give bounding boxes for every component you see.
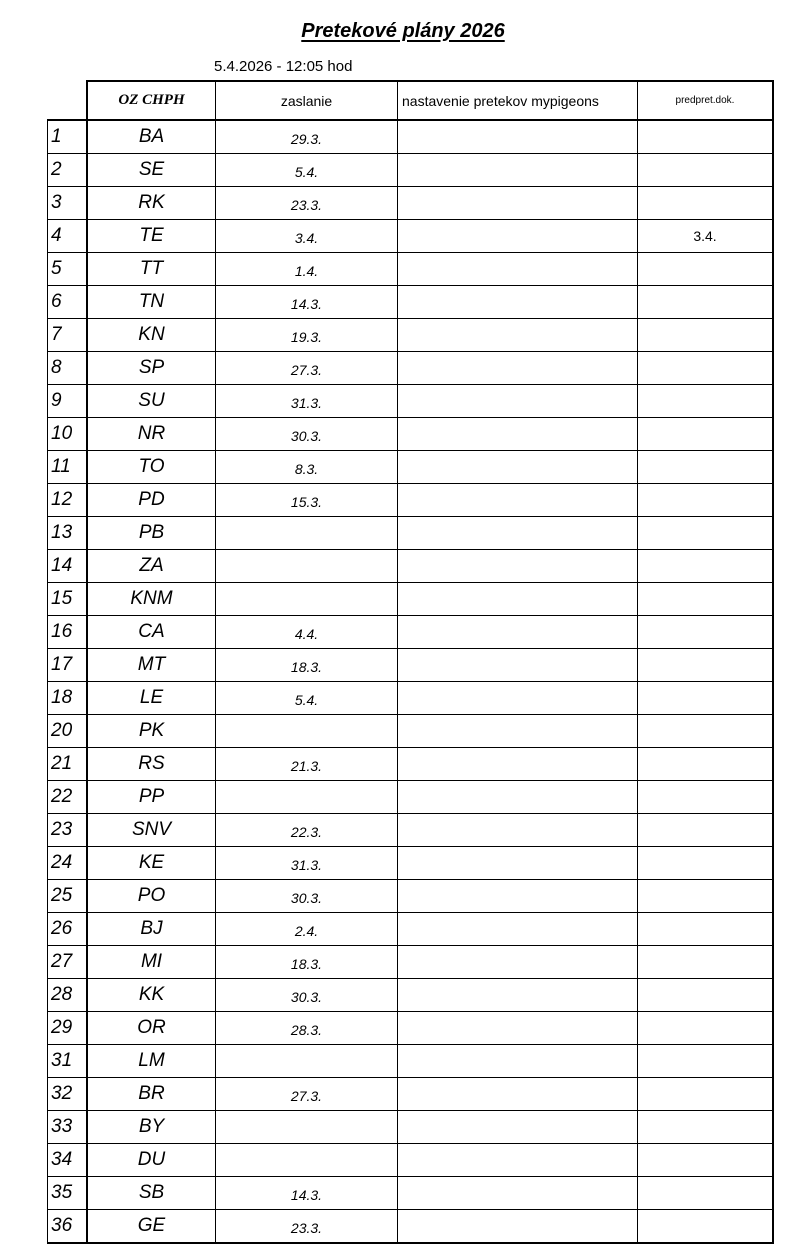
oz-code-cell: TE <box>87 220 216 253</box>
zaslanie-date-cell: 23.3. <box>216 1210 398 1244</box>
table-row <box>48 1111 774 1144</box>
zaslanie-date-cell: 27.3. <box>216 352 398 385</box>
oz-code-cell: BA <box>87 120 216 154</box>
table-row <box>48 715 774 748</box>
oz-code-cell: PK <box>87 715 216 748</box>
table-row <box>48 120 774 154</box>
row-number-cell: 15 <box>48 583 88 616</box>
zaslanie-date-cell: 19.3. <box>216 319 398 352</box>
zaslanie-date-cell: 23.3. <box>216 187 398 220</box>
oz-code-cell: BJ <box>87 913 216 946</box>
predpret-cell <box>638 748 774 781</box>
table-row <box>48 484 774 517</box>
oz-code-cell: MI <box>87 946 216 979</box>
nastavenie-cell <box>398 220 638 253</box>
oz-code-cell: TT <box>87 253 216 286</box>
nastavenie-cell <box>398 517 638 550</box>
zaslanie-date-cell: 27.3. <box>216 1078 398 1111</box>
zaslanie-date-cell: 8.3. <box>216 451 398 484</box>
nastavenie-cell <box>398 1078 638 1111</box>
oz-code-cell: PO <box>87 880 216 913</box>
oz-code-cell: PP <box>87 781 216 814</box>
zaslanie-date-cell: 1.4. <box>216 253 398 286</box>
nastavenie-cell <box>398 649 638 682</box>
oz-code-cell: SU <box>87 385 216 418</box>
oz-code-cell: MT <box>87 649 216 682</box>
row-number-cell: 24 <box>48 847 88 880</box>
predpret-cell <box>638 319 774 352</box>
zaslanie-date-cell: 31.3. <box>216 847 398 880</box>
row-number-cell: 17 <box>48 649 88 682</box>
zaslanie-date-cell: 30.3. <box>216 418 398 451</box>
table-row <box>48 682 774 715</box>
nastavenie-cell <box>398 583 638 616</box>
predpret-cell <box>638 616 774 649</box>
oz-code-cell: CA <box>87 616 216 649</box>
nastavenie-cell <box>398 1210 638 1244</box>
predpret-cell <box>638 979 774 1012</box>
row-number-cell: 12 <box>48 484 88 517</box>
table-row <box>48 1144 774 1177</box>
zaslanie-date-cell: 5.4. <box>216 154 398 187</box>
oz-code-cell: SE <box>87 154 216 187</box>
zaslanie-date-cell <box>216 583 398 616</box>
row-number-cell: 6 <box>48 286 88 319</box>
zaslanie-date-cell <box>216 517 398 550</box>
table-header-row <box>48 81 774 120</box>
nastavenie-cell <box>398 715 638 748</box>
column-header-predpret: predpret.dok. <box>638 81 774 120</box>
predpret-cell <box>638 649 774 682</box>
zaslanie-date-cell: 15.3. <box>216 484 398 517</box>
oz-code-cell: KNM <box>87 583 216 616</box>
zaslanie-date-cell: 30.3. <box>216 979 398 1012</box>
column-header-nastavenie: nastavenie pretekov mypigeons <box>398 81 638 120</box>
predpret-cell <box>638 1111 774 1144</box>
table-row <box>48 814 774 847</box>
zaslanie-date-cell: 5.4. <box>216 682 398 715</box>
nastavenie-cell <box>398 616 638 649</box>
predpret-cell <box>638 418 774 451</box>
oz-code-cell: SB <box>87 1177 216 1210</box>
predpret-cell <box>638 187 774 220</box>
table-row <box>48 880 774 913</box>
oz-code-cell: NR <box>87 418 216 451</box>
nastavenie-cell <box>398 484 638 517</box>
nastavenie-cell <box>398 1012 638 1045</box>
table-row <box>48 583 774 616</box>
oz-code-cell: RK <box>87 187 216 220</box>
predpret-cell <box>638 1144 774 1177</box>
zaslanie-date-cell: 14.3. <box>216 286 398 319</box>
oz-code-cell: PD <box>87 484 216 517</box>
zaslanie-date-cell: 18.3. <box>216 649 398 682</box>
oz-code-cell: BR <box>87 1078 216 1111</box>
table-row <box>48 154 774 187</box>
table-row <box>48 748 774 781</box>
zaslanie-date-cell: 30.3. <box>216 880 398 913</box>
column-header-zaslanie: zaslanie <box>216 81 398 120</box>
predpret-cell <box>638 352 774 385</box>
table-row <box>48 286 774 319</box>
row-number-cell: 11 <box>48 451 88 484</box>
oz-code-cell: GE <box>87 1210 216 1244</box>
zaslanie-date-cell: 28.3. <box>216 1012 398 1045</box>
oz-code-cell: LM <box>87 1045 216 1078</box>
column-header-oz: OZ CHPH <box>87 81 216 120</box>
zaslanie-date-cell: 22.3. <box>216 814 398 847</box>
oz-code-cell: SNV <box>87 814 216 847</box>
oz-code-cell: PB <box>87 517 216 550</box>
table-row <box>48 946 774 979</box>
nastavenie-cell <box>398 682 638 715</box>
row-number-cell: 8 <box>48 352 88 385</box>
row-number-cell: 4 <box>48 220 88 253</box>
zaslanie-date-cell: 14.3. <box>216 1177 398 1210</box>
oz-code-cell: SP <box>87 352 216 385</box>
oz-code-cell: ZA <box>87 550 216 583</box>
nastavenie-cell <box>398 748 638 781</box>
oz-code-cell: TO <box>87 451 216 484</box>
predpret-cell <box>638 913 774 946</box>
nastavenie-cell <box>398 286 638 319</box>
table-row <box>48 550 774 583</box>
zaslanie-date-cell <box>216 550 398 583</box>
nastavenie-cell <box>398 1177 638 1210</box>
oz-code-cell: TN <box>87 286 216 319</box>
table-body <box>48 120 774 1243</box>
row-number-cell: 31 <box>48 1045 88 1078</box>
table-row <box>48 1177 774 1210</box>
row-number-cell: 18 <box>48 682 88 715</box>
zaslanie-date-cell: 2.4. <box>216 913 398 946</box>
table-row <box>48 1078 774 1111</box>
table-row <box>48 781 774 814</box>
header-blank-cell <box>48 81 88 120</box>
oz-code-cell: KK <box>87 979 216 1012</box>
row-number-cell: 33 <box>48 1111 88 1144</box>
predpret-cell <box>638 781 774 814</box>
oz-code-cell: RS <box>87 748 216 781</box>
predpret-cell <box>638 715 774 748</box>
row-number-cell: 16 <box>48 616 88 649</box>
predpret-cell <box>638 484 774 517</box>
row-number-cell: 35 <box>48 1177 88 1210</box>
page-title: Pretekové plány 2026 <box>301 20 505 42</box>
nastavenie-cell <box>398 781 638 814</box>
predpret-cell <box>638 550 774 583</box>
nastavenie-cell <box>398 1045 638 1078</box>
table-row <box>48 352 774 385</box>
oz-code-cell: LE <box>87 682 216 715</box>
table-row <box>48 616 774 649</box>
predpret-cell <box>638 286 774 319</box>
row-number-cell: 21 <box>48 748 88 781</box>
nastavenie-cell <box>398 253 638 286</box>
row-number-cell: 9 <box>48 385 88 418</box>
nastavenie-cell <box>398 946 638 979</box>
nastavenie-cell <box>398 1111 638 1144</box>
nastavenie-cell <box>398 979 638 1012</box>
table-row <box>48 253 774 286</box>
row-number-cell: 2 <box>48 154 88 187</box>
row-number-cell: 22 <box>48 781 88 814</box>
nastavenie-cell <box>398 451 638 484</box>
zaslanie-date-cell: 3.4. <box>216 220 398 253</box>
zaslanie-date-cell <box>216 715 398 748</box>
row-number-cell: 29 <box>48 1012 88 1045</box>
zaslanie-date-cell: 29.3. <box>216 120 398 154</box>
table-row <box>48 847 774 880</box>
table-row <box>48 1210 774 1244</box>
table-row <box>48 979 774 1012</box>
zaslanie-date-cell <box>216 781 398 814</box>
predpret-cell <box>638 154 774 187</box>
race-plans-table <box>47 80 774 1244</box>
zaslanie-date-cell <box>216 1045 398 1078</box>
table-row <box>48 451 774 484</box>
nastavenie-cell <box>398 1144 638 1177</box>
predpret-cell <box>638 1078 774 1111</box>
nastavenie-cell <box>398 154 638 187</box>
oz-code-cell: KN <box>87 319 216 352</box>
table-row <box>48 187 774 220</box>
predpret-cell <box>638 682 774 715</box>
zaslanie-date-cell <box>216 1111 398 1144</box>
nastavenie-cell <box>398 385 638 418</box>
nastavenie-cell <box>398 319 638 352</box>
predpret-cell <box>638 517 774 550</box>
row-number-cell: 1 <box>48 120 88 154</box>
row-number-cell: 23 <box>48 814 88 847</box>
nastavenie-cell <box>398 880 638 913</box>
row-number-cell: 28 <box>48 979 88 1012</box>
zaslanie-date-cell: 4.4. <box>216 616 398 649</box>
predpret-cell <box>638 120 774 154</box>
nastavenie-cell <box>398 814 638 847</box>
predpret-cell <box>638 1210 774 1244</box>
row-number-cell: 13 <box>48 517 88 550</box>
row-number-cell: 32 <box>48 1078 88 1111</box>
row-number-cell: 25 <box>48 880 88 913</box>
table-row <box>48 418 774 451</box>
nastavenie-cell <box>398 550 638 583</box>
table-row <box>48 1012 774 1045</box>
row-number-cell: 7 <box>48 319 88 352</box>
predpret-cell <box>638 847 774 880</box>
nastavenie-cell <box>398 913 638 946</box>
table-row <box>48 913 774 946</box>
zaslanie-date-cell: 31.3. <box>216 385 398 418</box>
predpret-cell <box>638 946 774 979</box>
zaslanie-date-cell: 18.3. <box>216 946 398 979</box>
predpret-cell: 3.4. <box>638 220 774 253</box>
row-number-cell: 26 <box>48 913 88 946</box>
table-row <box>48 319 774 352</box>
nastavenie-cell <box>398 120 638 154</box>
row-number-cell: 14 <box>48 550 88 583</box>
oz-code-cell: DU <box>87 1144 216 1177</box>
table-row <box>48 517 774 550</box>
table-row <box>48 220 774 253</box>
row-number-cell: 20 <box>48 715 88 748</box>
nastavenie-cell <box>398 352 638 385</box>
row-number-cell: 3 <box>48 187 88 220</box>
predpret-cell <box>638 385 774 418</box>
oz-code-cell: BY <box>87 1111 216 1144</box>
predpret-cell <box>638 253 774 286</box>
predpret-cell <box>638 583 774 616</box>
predpret-cell <box>638 814 774 847</box>
nastavenie-cell <box>398 418 638 451</box>
table-row <box>48 649 774 682</box>
row-number-cell: 5 <box>48 253 88 286</box>
table-row <box>48 1045 774 1078</box>
oz-code-cell: OR <box>87 1012 216 1045</box>
predpret-cell <box>638 1045 774 1078</box>
table-row <box>48 385 774 418</box>
zaslanie-date-cell: 21.3. <box>216 748 398 781</box>
row-number-cell: 34 <box>48 1144 88 1177</box>
predpret-cell <box>638 1177 774 1210</box>
zaslanie-date-cell <box>216 1144 398 1177</box>
oz-code-cell: KE <box>87 847 216 880</box>
nastavenie-cell <box>398 847 638 880</box>
row-number-cell: 36 <box>48 1210 88 1244</box>
update-timestamp: 5.4.2026 - 12:05 hod <box>214 58 353 75</box>
row-number-cell: 27 <box>48 946 88 979</box>
predpret-cell <box>638 451 774 484</box>
nastavenie-cell <box>398 187 638 220</box>
row-number-cell: 10 <box>48 418 88 451</box>
predpret-cell <box>638 1012 774 1045</box>
predpret-cell <box>638 880 774 913</box>
